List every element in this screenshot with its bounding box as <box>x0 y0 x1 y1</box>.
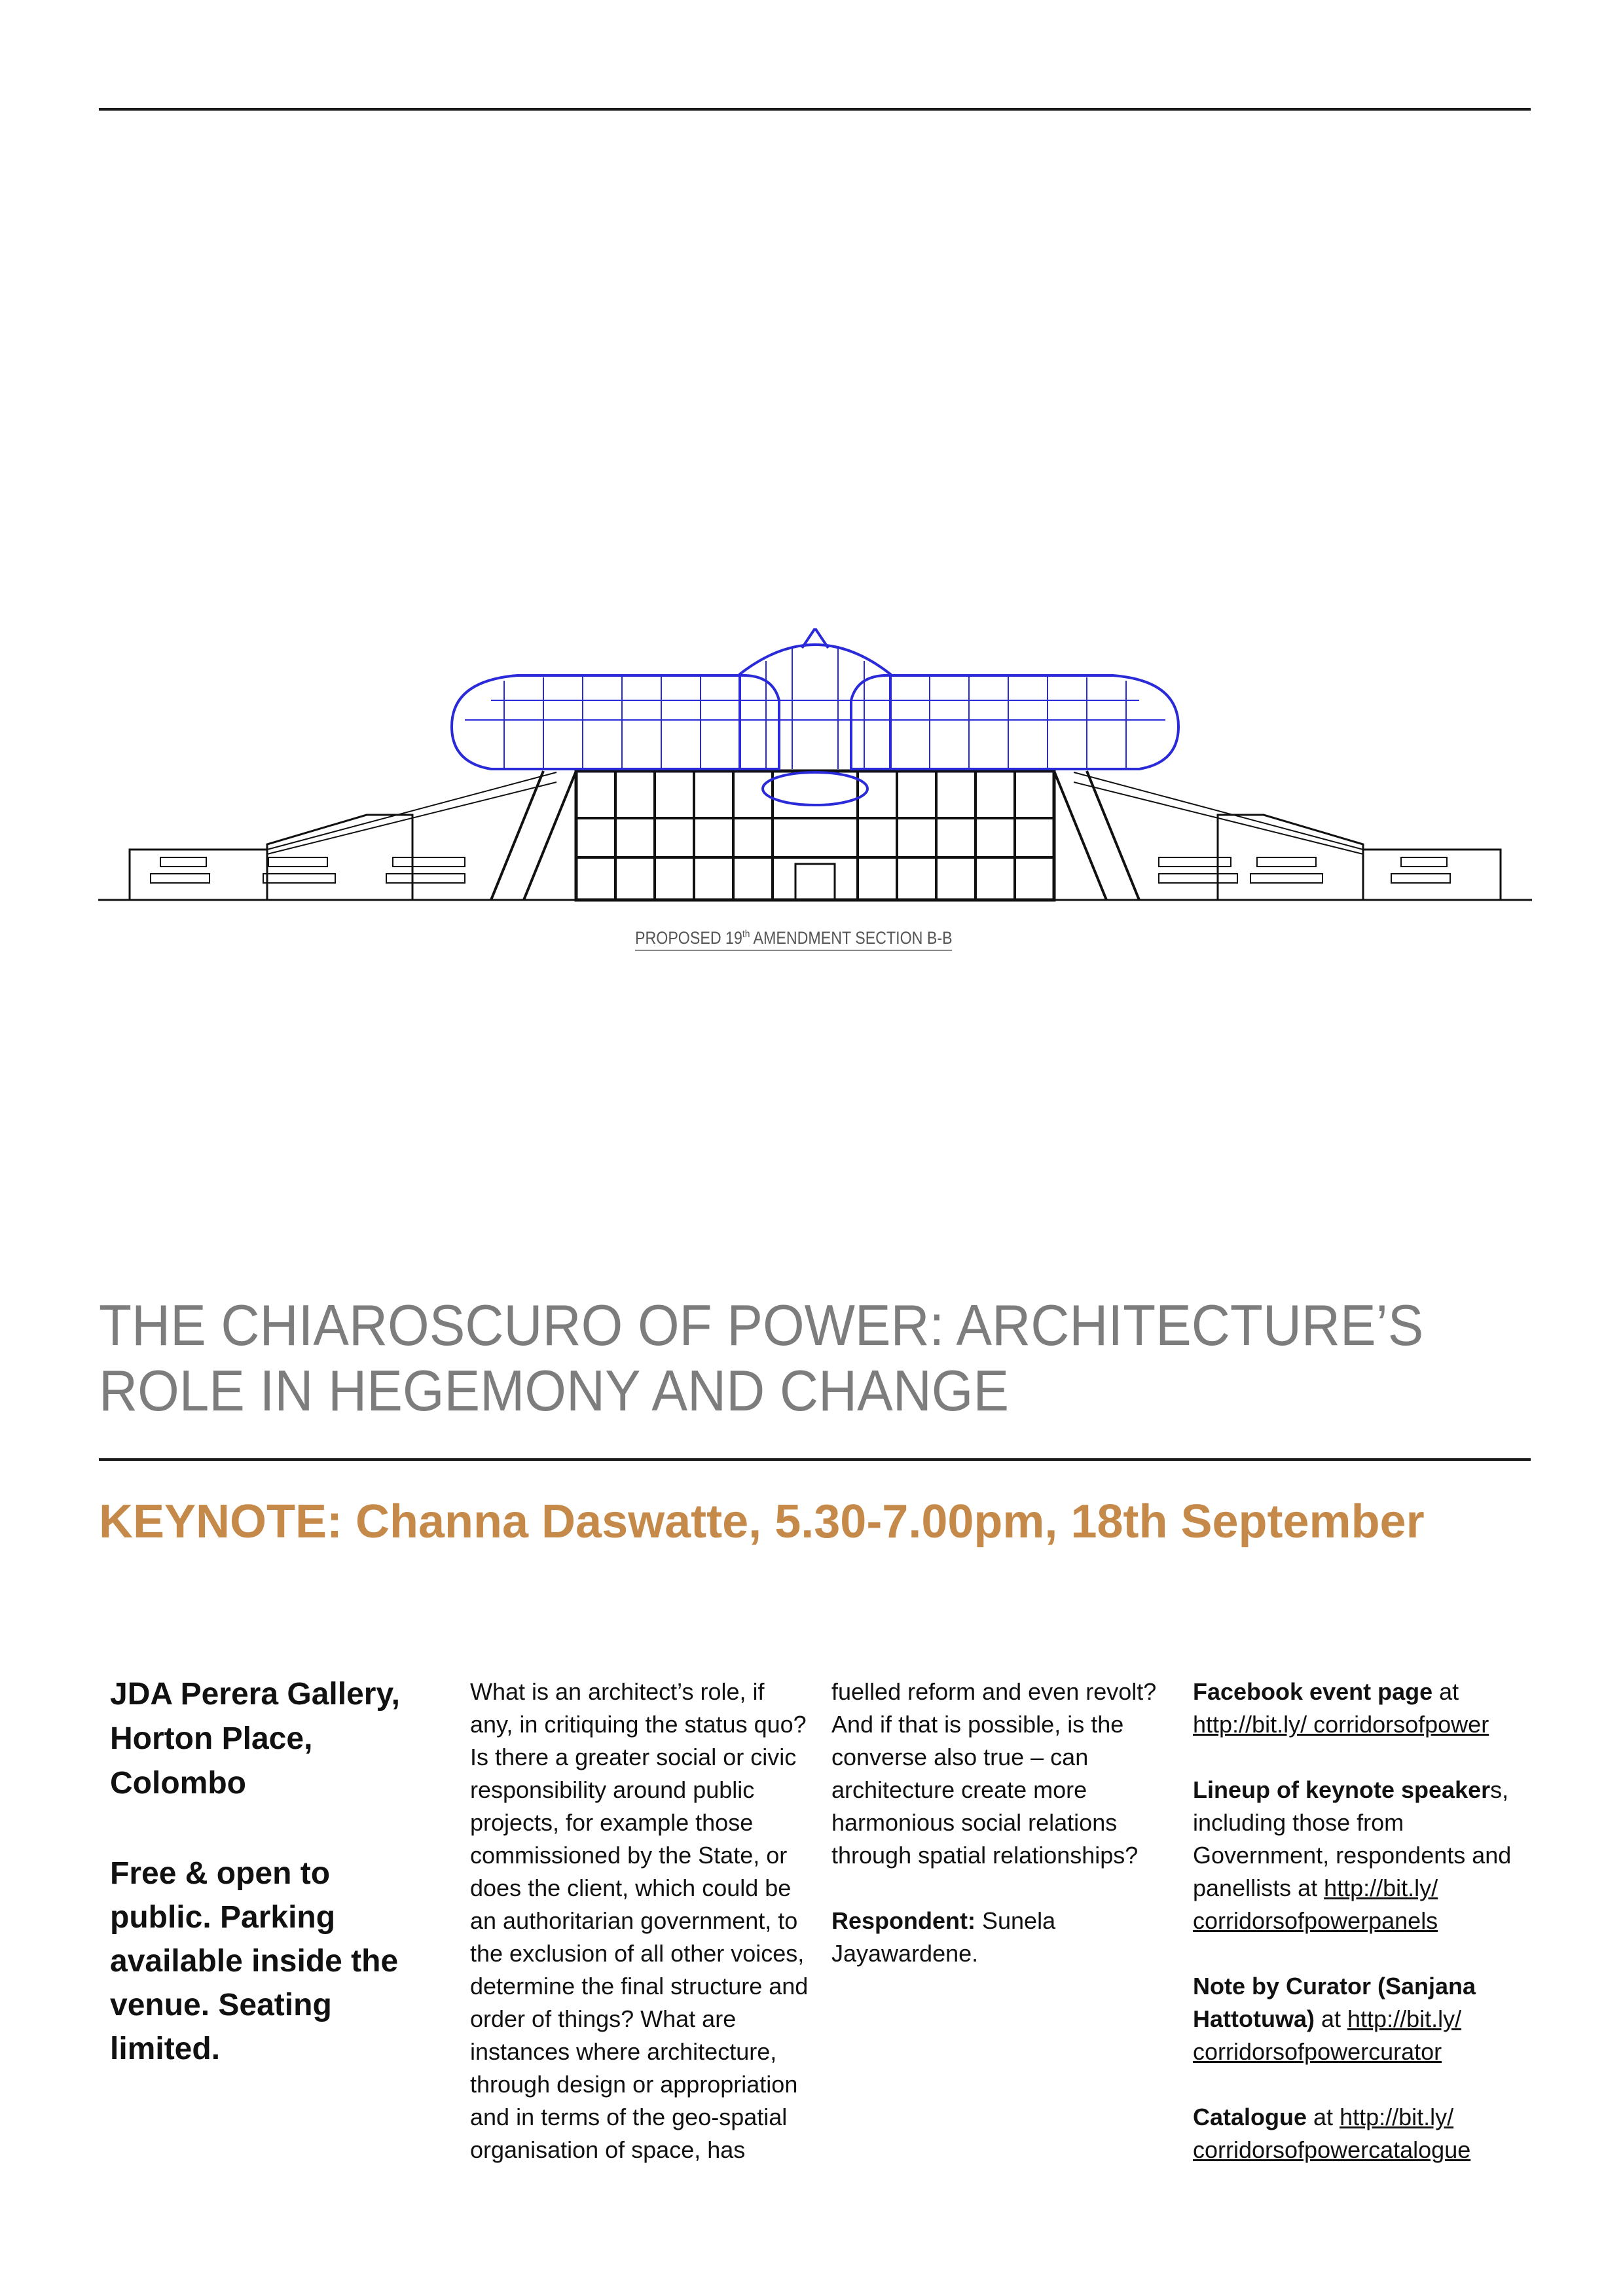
drawing-caption <box>635 928 953 951</box>
facebook-entry <box>1193 1676 1546 1741</box>
respondent-label: Respondent: <box>831 1907 976 1934</box>
lineup-link[interactable]: http://bit.ly/ corridorsofpowerpanels <box>1193 1874 1438 1934</box>
respondent-line <box>831 1905 1172 1970</box>
respondent-name: Sunela Jayawardene. <box>831 1907 1056 1967</box>
venue-column <box>110 1672 424 2071</box>
lineup-rest: s, including those from Government, respondents and panellists at <box>1193 1776 1512 1901</box>
lineup-label: Lineup of keynote speaker <box>1193 1776 1491 1803</box>
venue-line-street: Horton Place, <box>110 1721 313 1756</box>
body-column-2 <box>831 1676 1172 1970</box>
facebook-link[interactable]: http://bit.ly/ corridorsofpower <box>1193 1711 1489 1738</box>
curator-label: Note by Curator (Sanjana Hattotuwa) <box>1193 1973 1476 2032</box>
page-title: THE CHIAROSCURO OF POWER: ARCHITECTURE’S ROLE IN HEGEMONY AND CHANGE <box>99 1293 1424 1423</box>
lineup-entry <box>1193 1774 1546 1937</box>
access-note: Free & open to public. Parking available inside the venue. Seating limited. <box>110 1856 399 2066</box>
facebook-rest: at <box>1432 1678 1459 1705</box>
curator-rest: at <box>1314 2005 1348 2032</box>
venue-line-gallery: JDA Perera Gallery, <box>110 1677 400 1712</box>
title-divider <box>99 1458 1531 1461</box>
body-paragraph-2: fuelled reform and even revolt? And if that is possible, is the converse also true – can architecture create more harmonious social relations through spatial relationships? <box>831 1678 1157 1869</box>
body-paragraph-1: What is an architect’s role, if any, in critiquing the status quo? Is there a greater social or civic responsibility around public projects, for example those commissioned by the State, or does the client, which could be an authoritarian government, to the exclusion of all other voices, determine the final structure and order of things? What are instances where architecture, through design or appropriation and in terms of the geo-spatial organisation of space, has <box>470 1678 809 2163</box>
links-column <box>1193 1676 1546 2166</box>
facebook-label: Facebook event page <box>1193 1678 1433 1705</box>
architectural-section-drawing <box>98 628 1532 956</box>
caption-suffix: AMENDMENT SECTION B-B <box>750 928 953 948</box>
catalogue-label: Catalogue <box>1193 2104 1307 2130</box>
top-divider <box>99 108 1531 111</box>
body-column-1 <box>470 1676 811 2166</box>
catalogue-entry <box>1193 2101 1546 2166</box>
caption-prefix: PROPOSED 19 <box>635 928 742 948</box>
caption-superscript: th <box>742 929 750 940</box>
keynote-heading: KEYNOTE: Channa Daswatte, 5.30-7.00pm, 18th September <box>99 1496 1425 1548</box>
venue-line-city: Colombo <box>110 1766 246 1801</box>
curator-link[interactable]: http://bit.ly/ corridorsofpowercurator <box>1193 2005 1462 2065</box>
catalogue-link[interactable]: http://bit.ly/ corridorsofpowercatalogue <box>1193 2104 1471 2163</box>
curator-entry <box>1193 1970 1546 2068</box>
catalogue-rest: at <box>1307 2104 1340 2130</box>
